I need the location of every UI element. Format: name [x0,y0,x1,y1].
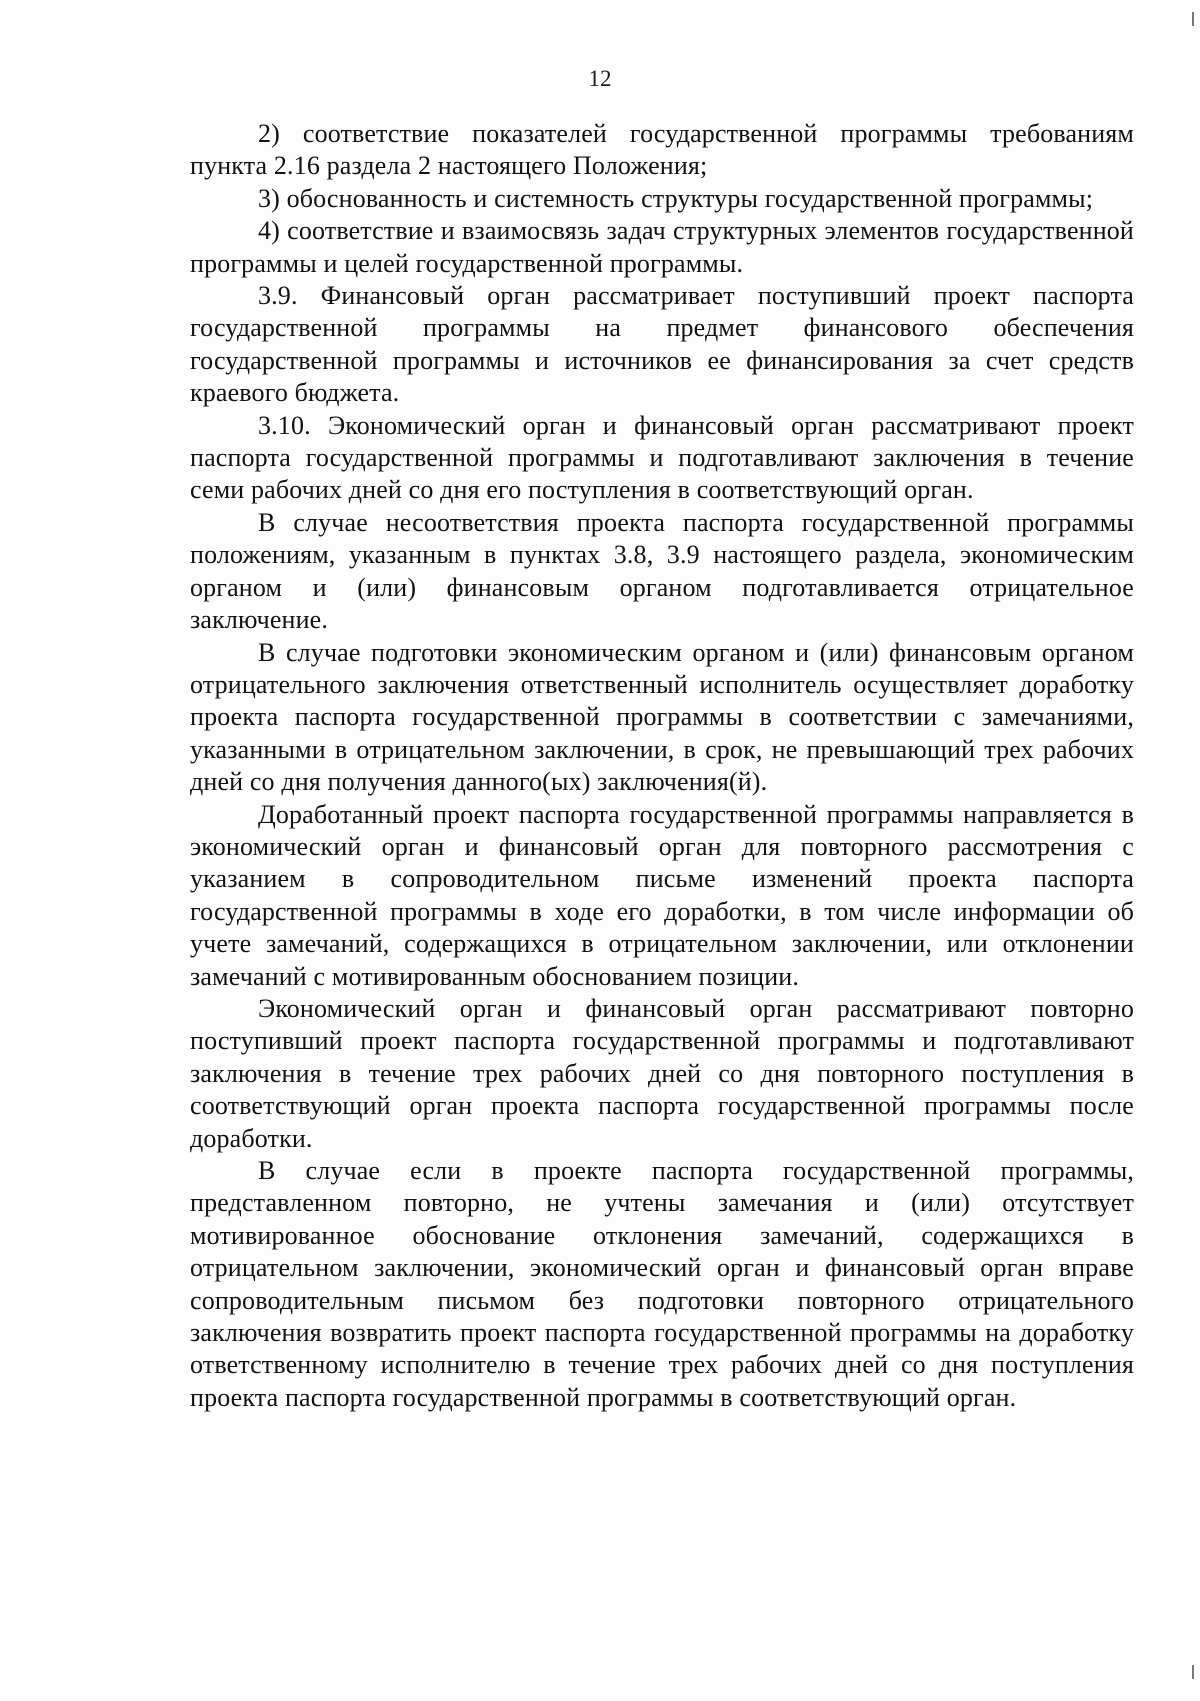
paragraph-revision: В случае подготовки экономическим органом и (или) финансовым органом отрицательного заключения ответственный исполнитель осуществляет доработку проекта паспорта государственной программы в соответствии с замечаниями, указанными в отрицательном заключении, в срок, не превышающий трех рабочих дней со дня получения данного(ых) заключения(й). [190,637,1134,797]
paragraph-negative-conclusion: В случае несоответствия проекта паспорта государственной программы положениям, указанным в пунктах 3.8, 3.9 настоящего раздела, экономическим органом и (или) финансовым органом подготавливается отрицательное заключение. [190,507,1134,635]
paragraph-3-10: 3.10. Экономический орган и финансовый орган рассматривают проект паспорта государственной программы и подготавливают заключения в течение семи рабочих дней со дня его поступления в соответствующий орган. [190,410,1134,505]
paragraph-item-4: 4) соответствие и взаимосвязь задач структурных элементов государственной программы и целей государственной программы. [190,216,1134,278]
paragraph-3-9: 3.9. Финансовый орган рассматривает поступивший проект паспорта государственной программы на предмет финансового обеспечения государственной программы и источников ее финансирования за счет средств краевого бюджета. [190,281,1134,408]
document-body [190,118,1134,1414]
paragraph-item-3: 3) обоснованность и системность структуры государственной программы; [258,183,1094,213]
paragraph-return-project: В случае если в проекте паспорта государственной программы, представленном повторно, не учтены замечания и (или) отсутствует мотивированное обоснование отклонения замечаний, содержащихся в отрицательном заключении, экономический орган и финансовый орган вправе сопроводительным письмом без подготовки повторного отрицательного заключения возвратить проект паспорта государственной программы на доработку ответственному исполнителю в течение трех рабочих дней со дня поступления проекта паспорта государственной программы в соответствующий орган. [190,1156,1134,1412]
page-number: 12 [588,66,612,91]
scan-edge-mark-top [1192,12,1194,26]
paragraph-item-2: 2) соответствие показателей государственной программы требованиям пункта 2.16 раздела 2 настоящего Положения; [190,119,1134,181]
scan-edge-mark-bottom [1192,1665,1194,1679]
paragraph-revised-project: Доработанный проект паспорта государственной программы направляется в экономический орган и финансовый орган для повторного рассмотрения с указанием в сопроводительном письме изменений проекта паспорта государственной программы в ходе его доработки, в том числе информации об учете замечаний, содержащихся в отрицательном заключении, или отклонении замечаний с мотивированным обоснованием позиции. [190,799,1134,991]
paragraph-repeat-review: Экономический орган и финансовый орган рассматривают повторно поступивший проект паспорта государственной программы и подготавливают заключения в течение трех рабочих дней со дня повторного поступления в соответствующий орган проекта паспорта государственной программы после доработки. [190,993,1134,1153]
